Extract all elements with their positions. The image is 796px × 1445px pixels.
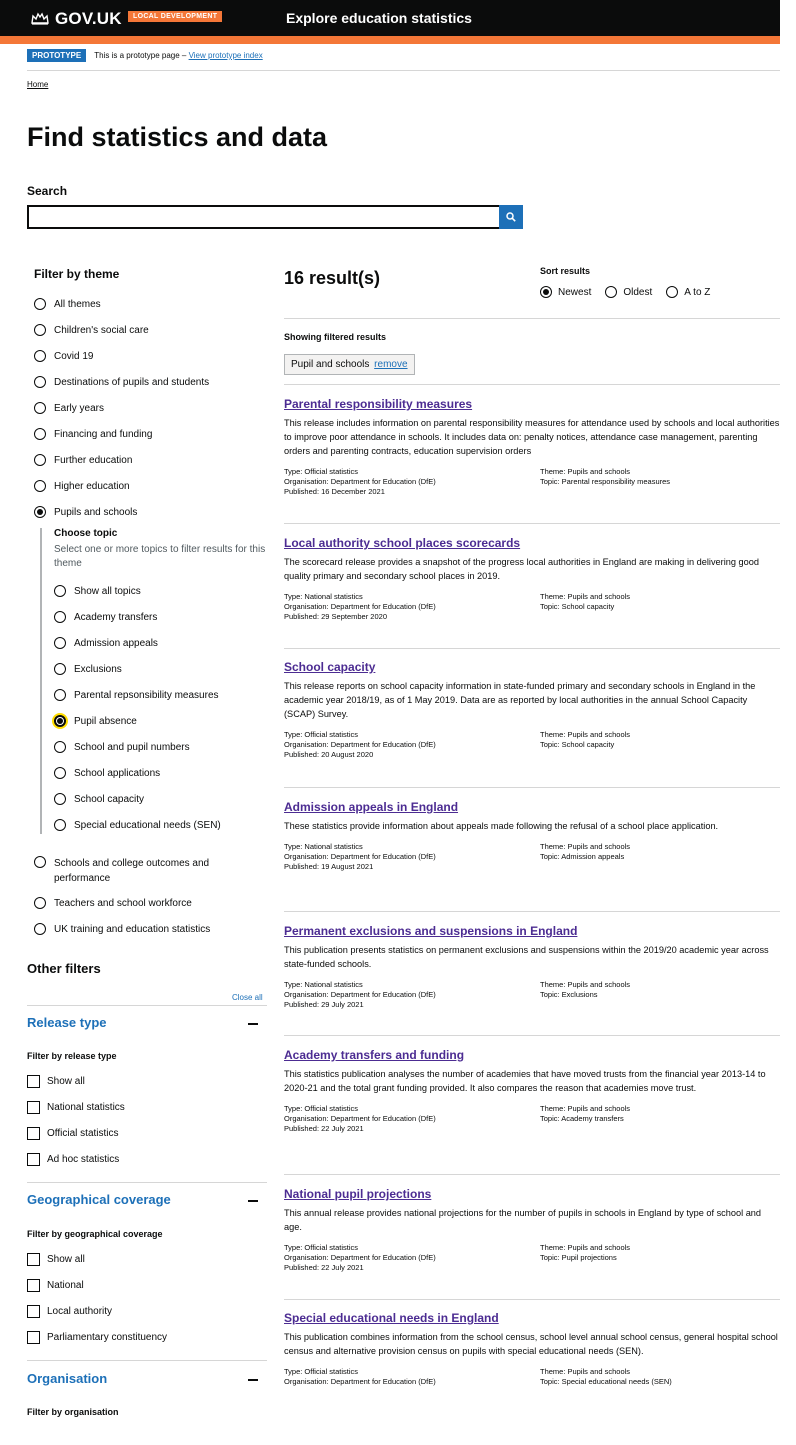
- radio-button[interactable]: [34, 856, 46, 868]
- radio-button[interactable]: [34, 350, 46, 362]
- result-item: [284, 1187, 780, 1273]
- organisation-subtitle: Filter by organisation: [27, 1407, 119, 1417]
- result-title-link[interactable]: Special educational needs in England: [284, 1311, 499, 1325]
- radio-button[interactable]: [34, 324, 46, 336]
- remove-filter-link[interactable]: remove: [374, 359, 408, 370]
- checkbox-row[interactable]: National statistics: [27, 1101, 125, 1114]
- result-title-link[interactable]: National pupil projections: [284, 1187, 432, 1201]
- collapse-minus-icon[interactable]: [248, 1023, 258, 1025]
- topic-radio[interactable]: Academy transfers: [54, 611, 157, 623]
- theme-radio[interactable]: Further education: [34, 454, 132, 466]
- topic-radio[interactable]: School and pupil numbers: [54, 741, 190, 753]
- divider: [284, 523, 780, 524]
- result-summary: This publication presents statistics on permanent exclusions and suspensions within the 2019/20 academic year across state-funded schools.: [284, 945, 769, 969]
- radio-button[interactable]: [34, 298, 46, 310]
- sort-options: [540, 286, 724, 298]
- result-item: [284, 397, 780, 497]
- radio-button[interactable]: [54, 819, 66, 831]
- divider: [284, 384, 780, 385]
- checkbox[interactable]: [27, 1279, 40, 1292]
- release-type-accordion[interactable]: Release type: [27, 1015, 107, 1030]
- checkbox-row[interactable]: Ad hoc statistics: [27, 1153, 119, 1166]
- geo-subtitle: Filter by geographical coverage: [27, 1229, 163, 1239]
- crown-icon: [31, 11, 49, 25]
- result-meta: Type: Official statistics Organisation: Department for Education (DfE) Published: 22 July 2021 Theme: Pupils and schools Topic: Pupil projections: [284, 1243, 631, 1272]
- result-title-link[interactable]: School capacity: [284, 660, 376, 674]
- checkbox[interactable]: [27, 1253, 40, 1266]
- radio-button[interactable]: [605, 286, 617, 298]
- radio-button[interactable]: [34, 376, 46, 388]
- release-type-subtitle: Filter by release type: [27, 1051, 117, 1061]
- active-filter-tag: Pupil and schools remove: [284, 354, 415, 375]
- prototype-text: This is a prototype page –: [94, 51, 187, 60]
- govuk-logo[interactable]: GOV.UK: [55, 9, 122, 28]
- radio-button[interactable]: [34, 923, 46, 935]
- result-summary: This annual release provides national projections for the number of pupils in schools in England by type of school and age.: [284, 1208, 762, 1232]
- result-title-link[interactable]: Permanent exclusions and suspensions in England: [284, 924, 578, 938]
- site-header: [0, 0, 780, 36]
- search-input[interactable]: [27, 205, 503, 229]
- result-summary: The scorecard release provides a snapshot of the progress local authorities in England are making in delivering good quality primary and secondary school places in 2019.: [284, 557, 759, 581]
- prototype-index-link[interactable]: View prototype index: [188, 51, 263, 60]
- theme-radio[interactable]: Early years: [34, 402, 104, 414]
- radio-button[interactable]: [54, 637, 66, 649]
- result-summary: This release reports on school capacity information in state-funded primary and secondary schools in England in the academic year 2018/19, as of 1 May 2019. Data are as reported by local authorities in the annual School Capacity (SCAP) Survey.: [284, 681, 756, 719]
- checkbox[interactable]: [27, 1127, 40, 1140]
- result-title-link[interactable]: Academy transfers and funding: [284, 1048, 465, 1062]
- sort-a-to-z[interactable]: A to Z: [666, 286, 710, 298]
- divider: [27, 1182, 267, 1183]
- theme-radio[interactable]: All themes: [34, 298, 101, 310]
- sort-results-title: Sort results: [540, 266, 591, 276]
- close-all-link[interactable]: Close all: [232, 993, 263, 1002]
- radio-button-checked[interactable]: [34, 506, 46, 518]
- result-item: [284, 800, 780, 872]
- topic-radio[interactable]: Exclusions: [54, 663, 122, 675]
- search-icon: [506, 212, 516, 222]
- checkbox-row[interactable]: Show all: [27, 1253, 85, 1266]
- radio-button[interactable]: [54, 767, 66, 779]
- showing-filtered-results: Showing filtered results: [284, 332, 387, 342]
- radio-button-focused[interactable]: [54, 715, 66, 727]
- checkbox[interactable]: [27, 1153, 40, 1166]
- divider: [284, 1035, 780, 1036]
- theme-radio[interactable]: Children's social care: [34, 324, 149, 336]
- result-title-link[interactable]: Parental responsibility measures: [284, 397, 473, 411]
- radio-button[interactable]: [54, 793, 66, 805]
- collapse-minus-icon[interactable]: [248, 1200, 258, 1202]
- theme-radio[interactable]: UK training and education statistics: [34, 923, 210, 935]
- radio-button[interactable]: [666, 286, 678, 298]
- result-item: [284, 1311, 780, 1387]
- choose-topic-hint: Select one or more topics to filter results for this theme: [54, 544, 266, 569]
- prototype-badge: PROTOTYPE: [27, 49, 86, 62]
- result-meta: Type: National statistics Organisation: Department for Education (DfE) Published: 29 July 2021 Theme: Pupils and schools Topic: Exclusions: [284, 980, 631, 1009]
- topic-radio[interactable]: Show all topics: [54, 585, 141, 597]
- result-summary: These statistics provide information about appeals made following the refusal of a school place application.: [284, 821, 719, 831]
- sort-newest[interactable]: Newest: [540, 286, 591, 298]
- checkbox-row[interactable]: Official statistics: [27, 1127, 119, 1140]
- collapse-minus-icon[interactable]: [248, 1379, 258, 1381]
- sort-oldest[interactable]: Oldest: [605, 286, 652, 298]
- other-filters-title: Other filters: [27, 961, 101, 976]
- prototype-banner: [27, 51, 263, 60]
- page-title: Find statistics and data: [27, 122, 328, 152]
- result-title-link[interactable]: Local authority school places scorecards: [284, 536, 521, 550]
- divider: [284, 1299, 780, 1300]
- checkbox[interactable]: [27, 1331, 40, 1344]
- divider: [284, 648, 780, 649]
- divider: [284, 318, 780, 319]
- result-item: [284, 536, 780, 622]
- checkbox-row[interactable]: Show all: [27, 1075, 85, 1088]
- checkbox[interactable]: [27, 1101, 40, 1114]
- radio-button[interactable]: [34, 402, 46, 414]
- theme-radio-selected[interactable]: Pupils and schools: [34, 506, 137, 518]
- choose-topic-title: Choose topic: [54, 528, 118, 539]
- checkbox-row[interactable]: Parliamentary constituency: [27, 1331, 167, 1344]
- theme-radio[interactable]: Covid 19: [34, 350, 93, 362]
- radio-button-checked[interactable]: [540, 286, 552, 298]
- result-item: [284, 1048, 780, 1134]
- divider: [27, 1360, 267, 1361]
- result-meta: Type: Official statistics Organisation: Department for Education (DfE) Theme: Pupils and schools Topic: Special educational needs (SEN): [284, 1367, 672, 1386]
- service-name[interactable]: Explore education statistics: [286, 10, 472, 26]
- topic-radio[interactable]: School capacity: [54, 793, 144, 805]
- theme-radio[interactable]: Teachers and school workforce: [34, 897, 192, 909]
- search-button[interactable]: [499, 205, 523, 229]
- theme-radio[interactable]: Financing and funding: [34, 428, 152, 440]
- radio-button[interactable]: [54, 689, 66, 701]
- result-count: 16 result(s): [284, 268, 381, 288]
- radio-button[interactable]: [34, 454, 46, 466]
- result-meta: Type: National statistics Organisation: Department for Education (DfE) Published: 29 September 2020 Theme: Pupils and schools Topic: School capacity: [284, 592, 631, 621]
- divider: [284, 1174, 780, 1175]
- result-summary: This release includes information on parental responsibility measures for attendance used by schools and local authorities to improve poor attendance in schools. It includes data on: penalty notices, attendance case management, parenting orders and parenting contracts, education supervision orders: [284, 418, 780, 456]
- radio-button[interactable]: [54, 663, 66, 675]
- theme-radio[interactable]: Destinations of pupils and students: [34, 376, 209, 388]
- theme-radio[interactable]: Schools and college outcomes and performance: [34, 856, 234, 886]
- divider: [27, 1005, 267, 1006]
- environment-tag: LOCAL DEVELOPMENT: [128, 11, 222, 22]
- result-meta: Type: Official statistics Organisation: Department for Education (DfE) Published: 22 July 2021 Theme: Pupils and schools Topic: Academy transfers: [284, 1104, 631, 1133]
- theme-radio[interactable]: Higher education: [34, 480, 130, 492]
- topic-radio[interactable]: Parental repsonsibility measures: [54, 689, 219, 701]
- radio-button[interactable]: [54, 741, 66, 753]
- divider: [27, 70, 780, 71]
- radio-button[interactable]: [54, 585, 66, 597]
- checkbox-row[interactable]: Local authority: [27, 1305, 112, 1318]
- organisation-accordion[interactable]: Organisation: [27, 1371, 108, 1386]
- topic-radio[interactable]: School applications: [54, 767, 160, 779]
- search-label: Search: [27, 184, 68, 198]
- filter-by-theme-title: Filter by theme: [34, 267, 120, 281]
- breadcrumb-home[interactable]: Home: [27, 80, 49, 89]
- result-summary: This statistics publication analyses the number of academies that have moved trusts from the financial year 2013-14 to 2020-21 and the total grant funding provided. It also compares the reason that academies move trust.: [284, 1069, 766, 1093]
- result-summary: This publication combines information from the school census, school level annual school census, general hospital school census and alternative provision census on pupils with special educational needs (SEN).: [284, 1332, 778, 1356]
- divider: [284, 911, 780, 912]
- header-accent-bar: [0, 36, 780, 44]
- result-item: [284, 660, 780, 760]
- topic-radio-selected[interactable]: Pupil absence: [54, 715, 137, 727]
- checkbox[interactable]: [27, 1305, 40, 1318]
- result-meta: Type: Official statistics Organisation: Department for Education (DfE) Published: 16 December 2021 Theme: Pupils and schools Topic: Parental responsibility measures: [284, 467, 671, 496]
- result-meta: Type: Official statistics Organisation: Department for Education (DfE) Published: 20 August 2020 Theme: Pupils and schools Topic: School capacity: [284, 730, 631, 759]
- topic-radio[interactable]: Special educational needs (SEN): [54, 819, 221, 831]
- result-title-link[interactable]: Admission appeals in England: [284, 800, 459, 814]
- checkbox[interactable]: [27, 1075, 40, 1088]
- radio-button[interactable]: [54, 611, 66, 623]
- radio-button[interactable]: [34, 897, 46, 909]
- result-meta: Type: National statistics Organisation: Department for Education (DfE) Published: 19 August 2021 Theme: Pupils and schools Topic: Admission appeals: [284, 842, 631, 871]
- geographical-coverage-accordion[interactable]: Geographical coverage: [27, 1192, 171, 1207]
- radio-button[interactable]: [34, 480, 46, 492]
- checkbox-row[interactable]: National: [27, 1279, 84, 1292]
- topic-group-indent-line: [40, 528, 42, 834]
- divider: [284, 787, 780, 788]
- radio-button[interactable]: [34, 428, 46, 440]
- result-item: [284, 924, 780, 1010]
- topic-radio[interactable]: Admission appeals: [54, 637, 158, 649]
